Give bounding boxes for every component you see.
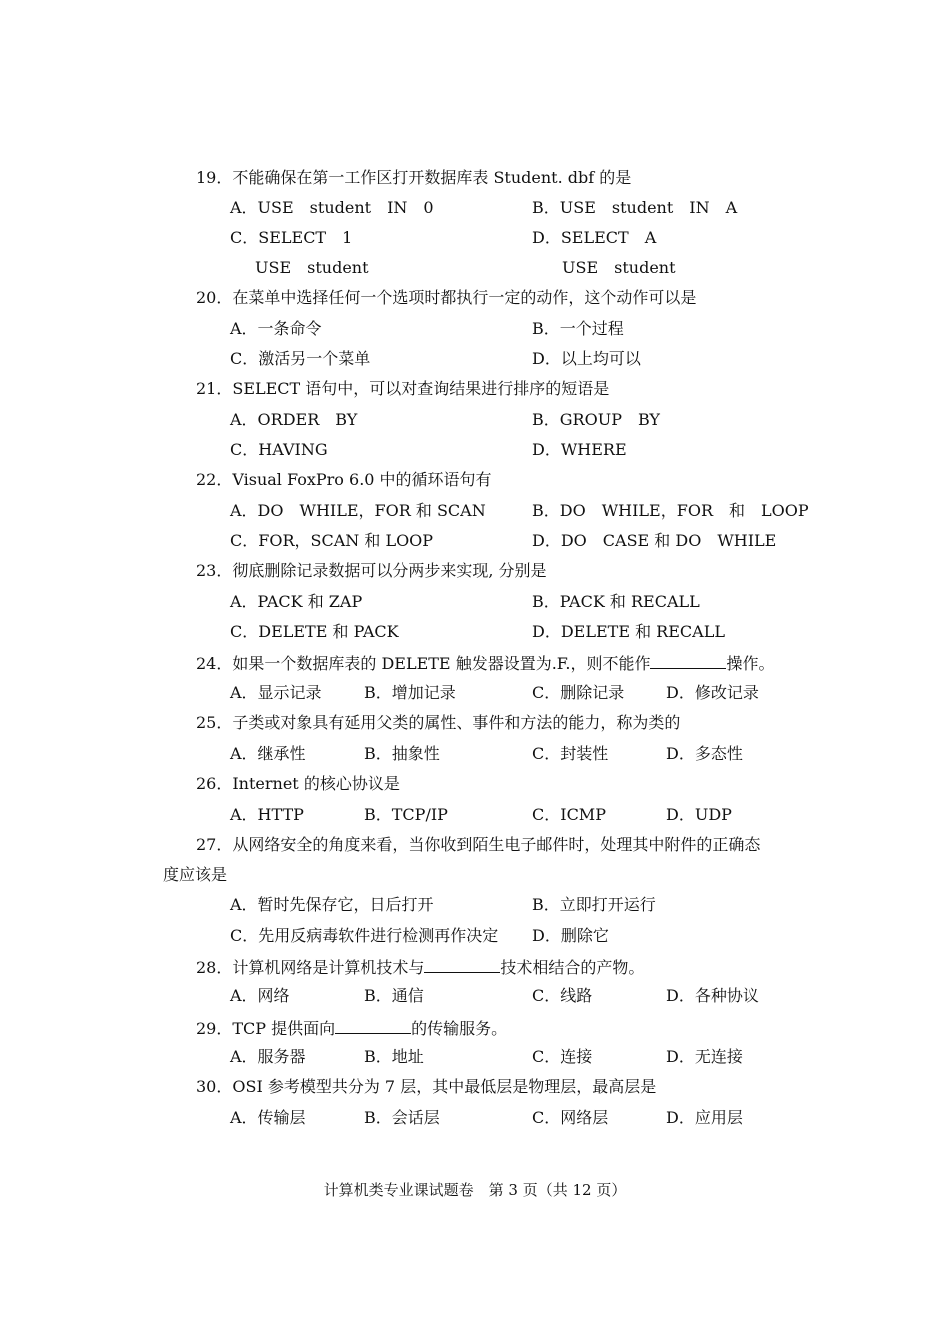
question-22-stem: 22．Visual FoxPro 6.0 中的循环语句有	[196, 470, 492, 489]
question-19-option-c: C．SELECT 1	[230, 228, 353, 247]
question-19-option-c-line2: USE student	[255, 258, 369, 277]
question-28-option-a: A．网络	[230, 986, 290, 1005]
question-30-option-d: D．应用层	[666, 1108, 743, 1127]
question-26-option-d: D．UDP	[666, 805, 732, 824]
answer-blank	[335, 1017, 411, 1034]
question-21-option-d: D．WHERE	[532, 440, 627, 459]
question-21-option-b: B．GROUP BY	[532, 410, 660, 429]
question-28-option-d: D．各种协议	[666, 986, 759, 1005]
answer-blank	[424, 956, 500, 973]
question-21-option-c: C．HAVING	[230, 440, 328, 459]
question-22-option-a: A．DO WHILE，FOR 和 SCAN	[230, 501, 486, 520]
question-29-option-c: C．连接	[532, 1047, 593, 1066]
question-19-option-d-line2: USE student	[562, 258, 676, 277]
question-24-option-d: D．修改记录	[666, 683, 759, 702]
question-20-option-c: C．激活另一个菜单	[230, 349, 371, 368]
question-26-option-c: C．ICMP	[532, 805, 606, 824]
question-25-option-a: A．继承性	[230, 744, 306, 763]
question-27-option-a: A．暂时先保存它，日后打开	[230, 895, 434, 914]
question-26-stem: 26．Internet 的核心协议是	[196, 774, 400, 793]
question-19-option-d: D．SELECT A	[532, 228, 657, 247]
question-24-stem-text: 24．如果一个数据库表的 DELETE 触发器设置为.F.，则不能作	[196, 654, 651, 673]
question-28-option-c: C．线路	[532, 986, 593, 1005]
question-24-option-b: B．增加记录	[364, 683, 456, 702]
question-29-option-b: B．地址	[364, 1047, 424, 1066]
question-29-option-a: A．服务器	[230, 1047, 306, 1066]
question-28-stem-tail: 技术相结合的产物。	[500, 958, 645, 977]
question-22-option-d: D．DO CASE 和 DO WHILE	[532, 531, 777, 550]
question-30-stem: 30．OSI 参考模型共分为 7 层，其中最低层是物理层，最高层是	[196, 1077, 657, 1096]
question-27-option-d: D．删除它	[532, 926, 609, 945]
question-25-stem: 25．子类或对象具有延用父类的属性、事件和方法的能力，称为类的	[196, 713, 681, 732]
question-20-option-d: D．以上均可以	[532, 349, 641, 368]
question-27-option-b: B．立即打开运行	[532, 895, 656, 914]
question-28-stem-text: 28．计算机网络是计算机技术与	[196, 958, 425, 977]
question-23-option-c: C．DELETE 和 PACK	[230, 622, 399, 641]
answer-blank	[650, 652, 726, 669]
question-23-option-b: B．PACK 和 RECALL	[532, 592, 700, 611]
question-26-option-b: B．TCP/IP	[364, 805, 448, 824]
question-25-option-d: D．多态性	[666, 744, 743, 763]
page-footer: 计算机类专业课试题卷 第 3 页（共 12 页）	[323, 1181, 627, 1199]
question-26-option-a: A．HTTP	[230, 805, 304, 824]
question-21-option-a: A．ORDER BY	[230, 410, 358, 429]
question-20-stem: 20．在菜单中选择任何一个选项时都执行一定的动作，这个动作可以是	[196, 288, 697, 307]
question-19-option-b: B．USE student IN A	[532, 198, 738, 217]
question-20-option-a: A．一条命令	[230, 319, 322, 338]
question-23-option-a: A．PACK 和 ZAP	[230, 592, 363, 611]
question-27-option-c: C．先用反病毒软件进行检测再作决定	[230, 926, 499, 945]
question-29-option-d: D．无连接	[666, 1047, 743, 1066]
question-28-stem	[196, 956, 644, 976]
question-21-stem: 21．SELECT 语句中，可以对查询结果进行排序的短语是	[196, 379, 610, 398]
question-29-stem-text: 29．TCP 提供面向	[196, 1019, 336, 1038]
question-27-stem-continued: 度应该是	[163, 865, 228, 884]
question-23-option-d: D．DELETE 和 RECALL	[532, 622, 725, 641]
question-22-option-c: C．FOR，SCAN 和 LOOP	[230, 531, 434, 550]
question-30-option-b: B．会话层	[364, 1108, 440, 1127]
question-28-option-b: B．通信	[364, 986, 424, 1005]
question-29-stem	[196, 1017, 507, 1037]
question-19-option-a: A．USE student IN 0	[230, 198, 434, 217]
question-24-stem-tail: 操作。	[726, 654, 775, 673]
question-30-option-a: A．传输层	[230, 1108, 306, 1127]
question-24-option-a: A．显示记录	[230, 683, 322, 702]
question-25-option-b: B．抽象性	[364, 744, 440, 763]
question-29-stem-tail: 的传输服务。	[411, 1019, 508, 1038]
question-20-option-b: B．一个过程	[532, 319, 624, 338]
question-23-stem: 23．彻底删除记录数据可以分两步来实现, 分别是	[196, 561, 547, 580]
question-30-option-c: C．网络层	[532, 1108, 609, 1127]
question-25-option-c: C．封装性	[532, 744, 609, 763]
question-24-stem	[196, 652, 775, 672]
question-24-option-c: C．删除记录	[532, 683, 625, 702]
question-19-stem: 19．不能确保在第一工作区打开数据库表 Student. dbf 的是	[196, 168, 632, 187]
question-27-stem: 27．从网络安全的角度来看，当你收到陌生电子邮件时，处理其中附件的正确态	[196, 835, 761, 854]
question-22-option-b: B．DO WHILE，FOR 和 LOOP	[532, 501, 809, 520]
